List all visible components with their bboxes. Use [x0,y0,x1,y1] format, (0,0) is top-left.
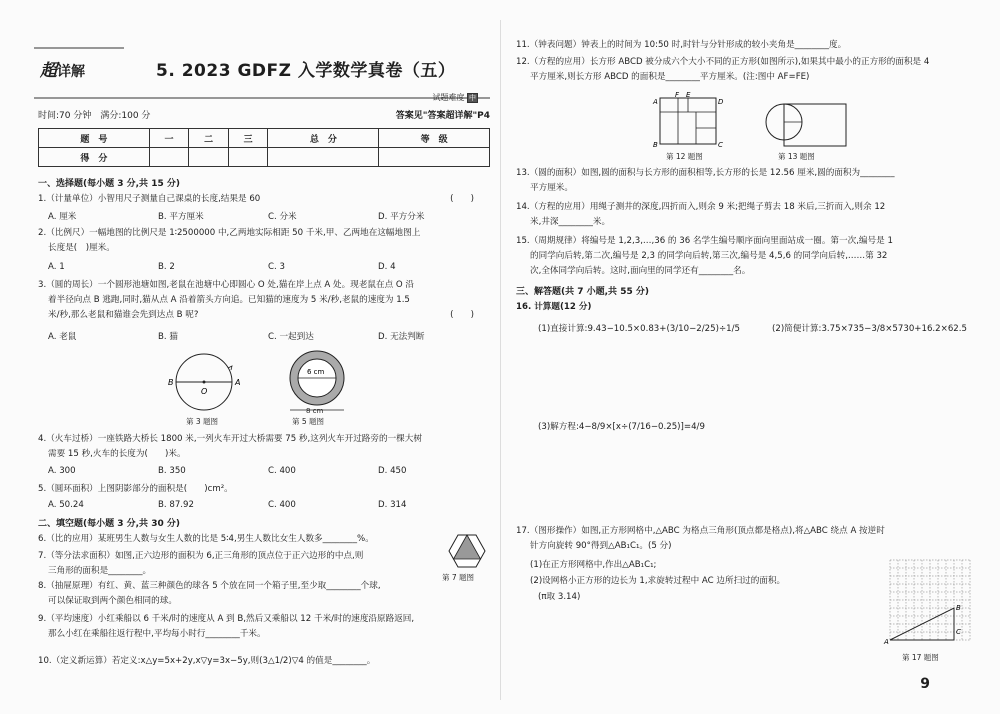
point-c-label: C [956,628,961,636]
question-8 [38,579,443,609]
question-5-options [48,500,488,514]
option-a[interactable]: A. 厘米 [48,212,77,222]
option-c[interactable]: C. 400 [268,466,296,476]
point-b-label: B [653,141,658,149]
question-9 [38,612,490,642]
question-3-line1: 3.（圆的周长）一个圆形池塘如图,老鼠在池塘中心即圆心 O 处,猫在岸上点 A 处。现老鼠在点 O 沿 [38,280,415,290]
score-header-cell: 等 级 [379,129,490,148]
question-4-line2: 需要 15 秒,火车的长度为( )米。 [48,449,186,459]
score-cell[interactable] [149,148,189,167]
question-1 [38,192,490,207]
point-b-label: B [168,378,174,387]
question-17 [516,524,972,554]
right-column [510,0,972,714]
question-11: 11.（钟表问题）钟表上的时间为 10:50 时,时针与分针形成的较小夹角是________度。 [516,40,847,50]
option-c[interactable]: C. 400 [268,500,296,510]
question-17-part2: (2)设网格小正方形的边长为 1,求旋转过程中 AC 边所扫过的面积。 [530,576,786,586]
question-17-line1: 17.（图形操作）如图,正方形网格中,△ABC 为格点三角形(顶点都是格点),将△ABC 绕点 A 按逆时 [516,526,885,536]
question-3 [38,278,490,323]
difficulty-indicator: 试题难度 中 [432,93,476,102]
score-header-cell: 二 [189,129,229,148]
time-score: 时间:70 分钟 满分:100 分 [38,111,151,121]
question-7-line2: 三角形的面积是________。 [48,566,152,576]
point-d-label: D [718,98,724,106]
answer-paren: ( ) [450,310,474,320]
option-d[interactable]: D. 314 [378,500,407,510]
option-b[interactable]: B. 87.92 [158,500,194,510]
question-12-line1: 12.（方程的应用）长方形 ABCD 被分成六个大小不同的正方形(如图所示),如果其中最小的正方形的面积是 4 [516,57,930,67]
point-o-label: O [201,387,208,396]
figure-17-grid [882,558,972,648]
question-3-options [48,330,488,344]
option-b[interactable]: B. 2 [158,262,175,272]
question-12 [516,55,972,85]
question-14 [516,200,972,230]
option-d[interactable]: D. 4 [378,262,396,272]
question-4-line1: 4.（火车过桥）一座铁路大桥长 1800 米,一列火车开过大桥需要 75 秒,这列火车开过路旁的一棵大树 [38,434,422,444]
question-13-line1: 13.（圆的面积）如图,圆的面积与长方形的面积相等,长方形的长是 12.56 厘米,圆的面积为________ [516,168,895,178]
column-divider [500,20,501,700]
figure-12-rectangle [652,90,724,150]
score-table-header-row [39,129,490,148]
question-7 [38,549,448,579]
question-8-line2: 可以保证取到两个颜色相同的球。 [48,596,177,606]
section-heading-fill: 二、填空题(每小题 3 分,共 30 分) [38,519,180,529]
question-13 [516,166,972,196]
score-cell[interactable] [379,148,490,167]
question-17-line2: 针方向旋转 90°得到△AB₁C₁。(5 分) [530,541,672,551]
figure-13-circle-rect [764,98,848,148]
figure-13-caption: 第 13 题图 [778,152,815,161]
point-c-label: C [718,141,723,149]
score-cell[interactable] [268,148,379,167]
figure-3-caption: 第 3 题图 [186,417,219,426]
question-14-line2: 米,井深________米。 [530,217,611,227]
page-number: 9 [920,676,930,692]
question-2-line2: 长度是( )厘米。 [48,243,115,253]
exam-meta [38,108,490,121]
question-16-part1: (1)直接计算:9.43−10.5×0.83+(3/10−2/25)÷1/5 [538,324,740,334]
point-a-label: A [653,98,658,106]
question-14-line1: 14.（方程的应用）用绳子测井的深度,四折而入,则余 9 米;把绳子剪去 18 米后,三折而入,则余 12 [516,202,886,212]
figure-17-caption: 第 17 题图 [902,653,939,662]
point-a-label: A [884,638,889,646]
question-7-line1: 7.（等分法求面积）如图,正六边形的面积为 6,正三角形的顶点位于正六边形的中点,则 [38,551,364,561]
question-4-options [48,466,488,480]
title-banner [34,40,490,102]
option-c[interactable]: C. 一起到达 [268,332,314,342]
question-16-part2: (2)简便计算:3.75×735−3/8×5730+16.2×62.5 [772,324,967,334]
answer-paren: ( ) [450,194,474,204]
question-15-line1: 15.（周期规律）将编号是 1,2,3,…,36 的 36 名学生编号顺序面向里面站成一圈。第一次,编号是 1 [516,236,893,246]
outer-diameter-label: 8 cm [306,407,324,415]
section-heading-choice: 一、选择题(每小题 3 分,共 15 分) [38,179,180,189]
question-3-line2: 着半径向点 B 逃跑,同时,猫从点 A 沿着箭头方向追。已知猫的速度为 5 米/秒,老鼠的速度为 1.5 [48,295,410,305]
question-15-line3: 次,全体同学向后转。这时,面向里的同学还有________名。 [530,266,751,276]
option-b[interactable]: B. 350 [158,466,186,476]
option-c[interactable]: C. 3 [268,262,285,272]
figure-3-circle [168,350,248,414]
option-d[interactable]: D. 450 [378,466,407,476]
option-a[interactable]: A. 50.24 [48,500,84,510]
question-2 [38,226,490,256]
point-a-label: A [235,378,241,387]
question-6: 6.（比的应用）某班男生人数与女生人数的比是 5∶4,男生人数比女生人数多________%。 [38,534,374,544]
option-d[interactable]: D. 无法判断 [378,332,425,342]
question-4 [38,432,490,462]
question-5: 5.（圆环面积）上图阴影部分的面积是( )cm²。 [38,484,233,494]
point-b-label: B [956,604,961,612]
option-c[interactable]: C. 分米 [268,212,297,222]
question-8-line1: 8.（抽屉原理）有红、黄、蓝三种颜色的球各 5 个放在同一个箱子里,至少取________个球, [38,581,381,591]
score-cell[interactable] [228,148,268,167]
question-15 [516,234,972,279]
figure-7-hexagon [448,532,486,570]
score-header-cell: 题 号 [39,129,150,148]
option-a[interactable]: A. 老鼠 [48,332,77,342]
option-d[interactable]: D. 平方分米 [378,212,425,222]
score-row-label: 得 分 [39,148,150,167]
score-table [38,128,490,167]
score-header-cell: 总 分 [268,129,379,148]
question-16-part3: (3)解方程:4−8/9×[x÷(7/16−0.25)]=4/9 [538,422,705,432]
answer-reference: 答案见"答案超详解"P4 [395,111,490,121]
question-1-options [48,210,488,224]
option-b[interactable]: B. 平方厘米 [158,212,204,222]
brand-logo: 超详解 [40,61,85,81]
inner-diameter-label: 6 cm [307,368,325,376]
figure-12-caption: 第 12 题图 [666,152,703,161]
option-a[interactable]: A. 1 [48,262,65,272]
score-cell[interactable] [189,148,229,167]
question-15-line2: 的同学向后转,第二次,编号是 2,3 的同学向后转,第三次,编号是 4,5,6 的同学向后转,……第 32 [530,251,888,261]
question-9-line2: 那么小红在乘船往返行程中,平均每小时行________千米。 [48,629,266,639]
figure-7-caption: 第 7 题图 [442,573,475,582]
question-2-options [48,262,488,276]
option-b[interactable]: B. 猫 [158,332,178,342]
question-16-title: 16. 计算题(12 分) [516,302,592,312]
question-1-text: 1.（计量单位）小智用尺子测量自己课桌的长度,结果是 60 [38,194,261,204]
question-17-part1: (1)在正方形网格中,作出△AB₁C₁; [530,560,657,570]
figure-5-caption: 第 5 题图 [292,417,325,426]
score-table-score-row [39,148,490,167]
figure-5-ring [286,350,350,416]
question-17-part3: (π取 3.14) [538,592,581,602]
question-13-line2: 平方厘米。 [530,183,573,193]
score-header-cell: 一 [149,129,189,148]
point-e-label: E [686,91,691,99]
score-header-cell: 三 [228,129,268,148]
left-column [28,0,490,714]
question-3-line3: 米/秒,那么老鼠和猫谁会先到达点 B 呢? ( ) [38,308,490,323]
page-title: 5. 2023 GDFZ 入学数学真卷（五） [156,61,456,81]
question-2-line1: 2.（比例尺）一幅地图的比例尺是 1∶2500000 中,乙两地实际相距 50 千米,甲、乙两地在这幅地图上 [38,228,421,238]
question-12-line2: 平方厘米,则长方形 ABCD 的面积是________平方厘米。(注:图中 AF=FE) [530,72,810,82]
question-10: 10.（定义新运算）若定义:x△y=5x+2y,x▽y=3x−5y,则(3△1/2)▽4 的值是________。 [38,656,376,666]
section-heading-solve: 三、解答题(共 7 小题,共 55 分) [516,287,649,297]
option-a[interactable]: A. 300 [48,466,76,476]
point-f-label: F [675,91,680,99]
question-9-line1: 9.（平均速度）小红乘船以 6 千米/时的速度从 A 到 B,然后又乘船以 12 千米/时的速度沿原路返回, [38,614,415,624]
